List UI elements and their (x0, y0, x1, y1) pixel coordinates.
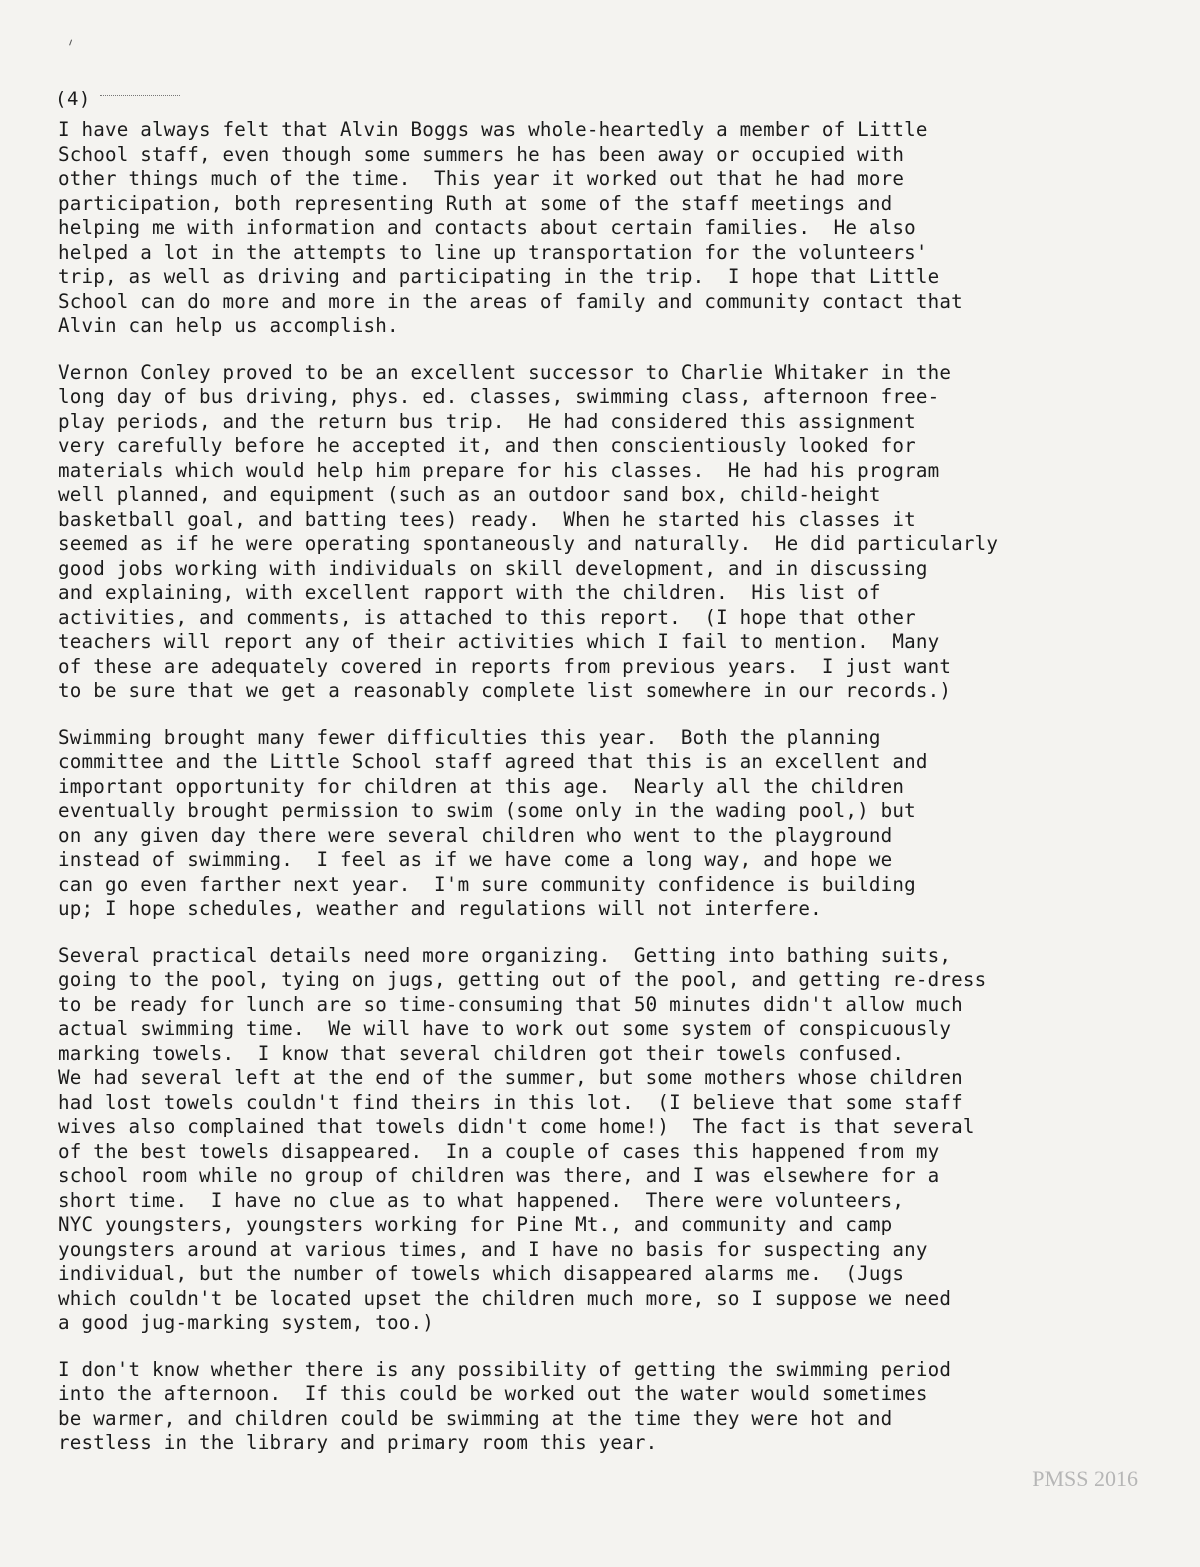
text-line: trip, as well as driving and participating in the trip. I hope that Little (58, 265, 940, 288)
text-line: wives also complained that towels didn't come home!) The fact is that several (58, 1115, 975, 1138)
text-line: NYC youngsters, youngsters working for Pine Mt., and community and camp (58, 1213, 893, 1236)
text-line: youngsters around at various times, and I have no basis for suspecting any (58, 1237, 928, 1261)
text-line: very carefully before he accepted it, and then conscientiously looked for (58, 434, 916, 457)
text-line: Swimming brought many fewer difficulties this year. Both the planning (58, 725, 881, 749)
text-line: Alvin can help us accomplish. (58, 314, 399, 337)
text-line: long day of bus driving, phys. ed. classes, swimming class, afternoon free- (58, 385, 940, 408)
text-line: School can do more and more in the areas of family and community contact that (58, 289, 963, 313)
page-number-leader (100, 95, 180, 96)
page-number: (4) (55, 88, 91, 110)
text-line: instead of swimming. I feel as if we have come a long way, and hope we (58, 848, 893, 871)
text-line: seemed as if he were operating spontaneously and naturally. He did particularly (58, 532, 999, 555)
text-line: materials which would help him prepare for his classes. He had his program (58, 458, 940, 482)
text-line: had lost towels couldn't find theirs in this lot. (I believe that some staff (58, 1090, 963, 1114)
text-line: be warmer, and children could be swimming at the time they were hot and (58, 1406, 893, 1430)
text-line: I have always felt that Alvin Boggs was whole-heartedly a member of Little (58, 118, 928, 141)
text-line: basketball goal, and batting tees) ready. When he started his classes it (58, 507, 916, 531)
text-line: which couldn't be located upset the children much more, so I suppose we need (58, 1286, 952, 1310)
paragraph-alvin-boggs (58, 118, 1168, 339)
text-line: can go even farther next year. I'm sure community confidence is building (58, 872, 916, 896)
text-line: helping me with information and contacts about certain families. He also (58, 216, 916, 239)
paragraph-practical-details (58, 944, 1168, 1336)
text-line: on any given day there were several children who went to the playground (58, 823, 893, 847)
paragraph-vernon-conley (58, 361, 1168, 704)
text-line: restless in the library and primary room this year. (58, 1431, 658, 1454)
text-line: play periods, and the return bus trip. He had considered this assignment (58, 409, 916, 433)
text-line: Vernon Conley proved to be an excellent successor to Charlie Whitaker in the (58, 360, 952, 384)
paragraph-afternoon-swimming (58, 1358, 1168, 1456)
text-line: activities, and comments, is attached to this report. (I hope that other (58, 605, 916, 629)
text-line: and explaining, with excellent rapport with the children. His list of (58, 581, 881, 604)
text-line: well planned, and equipment (such as an outdoor sand box, child-height (58, 483, 881, 506)
text-line: School staff, even though some summers he has been away or occupied with (58, 142, 905, 166)
body-text (58, 118, 1168, 1478)
text-line: eventually brought permission to swim (some only in the wading pool,) but (58, 799, 916, 822)
text-line: to be ready for lunch are so time-consuming that 50 minutes didn't allow much (58, 992, 963, 1016)
text-line: of the best towels disappeared. In a couple of cases this happened from my (58, 1139, 940, 1163)
text-line: individual, but the number of towels which disappeared alarms me. (Jugs (58, 1262, 905, 1285)
text-line: I don't know whether there is any possibility of getting the swimming period (58, 1357, 952, 1381)
text-line: good jobs working with individuals on skill development, and in discussing (58, 556, 928, 580)
text-line: actual swimming time. We will have to work out some system of conspicuously (58, 1017, 952, 1040)
text-line: other things much of the time. This year it worked out that he had more (58, 167, 905, 190)
text-line: teachers will report any of their activities which I fail to mention. Many (58, 630, 940, 653)
text-line: committee and the Little School staff agreed that this is an excellent and (58, 750, 928, 773)
text-line: marking towels. I know that several children got their towels confused. (58, 1041, 905, 1065)
text-line: to be sure that we get a reasonably complete list somewhere in our records.) (58, 679, 952, 702)
text-line: up; I hope schedules, weather and regulations will not interfere. (58, 897, 822, 920)
stray-mark (69, 39, 75, 46)
text-line: short time. I have no clue as to what happened. There were volunteers, (58, 1188, 905, 1212)
text-line: helped a lot in the attempts to line up transportation for the volunteers' (58, 240, 928, 264)
paragraph-swimming (58, 726, 1168, 922)
text-line: Several practical details need more organizing. Getting into bathing suits, (58, 943, 952, 967)
text-line: We had several left at the end of the summer, but some mothers whose children (58, 1066, 963, 1089)
archive-watermark: PMSS 2016 (1032, 1466, 1138, 1491)
text-line: of these are adequately covered in reports from previous years. I just want (58, 654, 952, 678)
text-line: into the afternoon. If this could be worked out the water would sometimes (58, 1382, 928, 1405)
text-line: school room while no group of children was there, and I was elsewhere for a (58, 1164, 940, 1187)
text-line: a good jug-marking system, too.) (58, 1311, 435, 1334)
text-line: important opportunity for children at this age. Nearly all the children (58, 774, 905, 798)
text-line: participation, both representing Ruth at some of the staff meetings and (58, 191, 893, 215)
text-line: going to the pool, tying on jugs, getting out of the pool, and getting re-dress (58, 968, 987, 991)
